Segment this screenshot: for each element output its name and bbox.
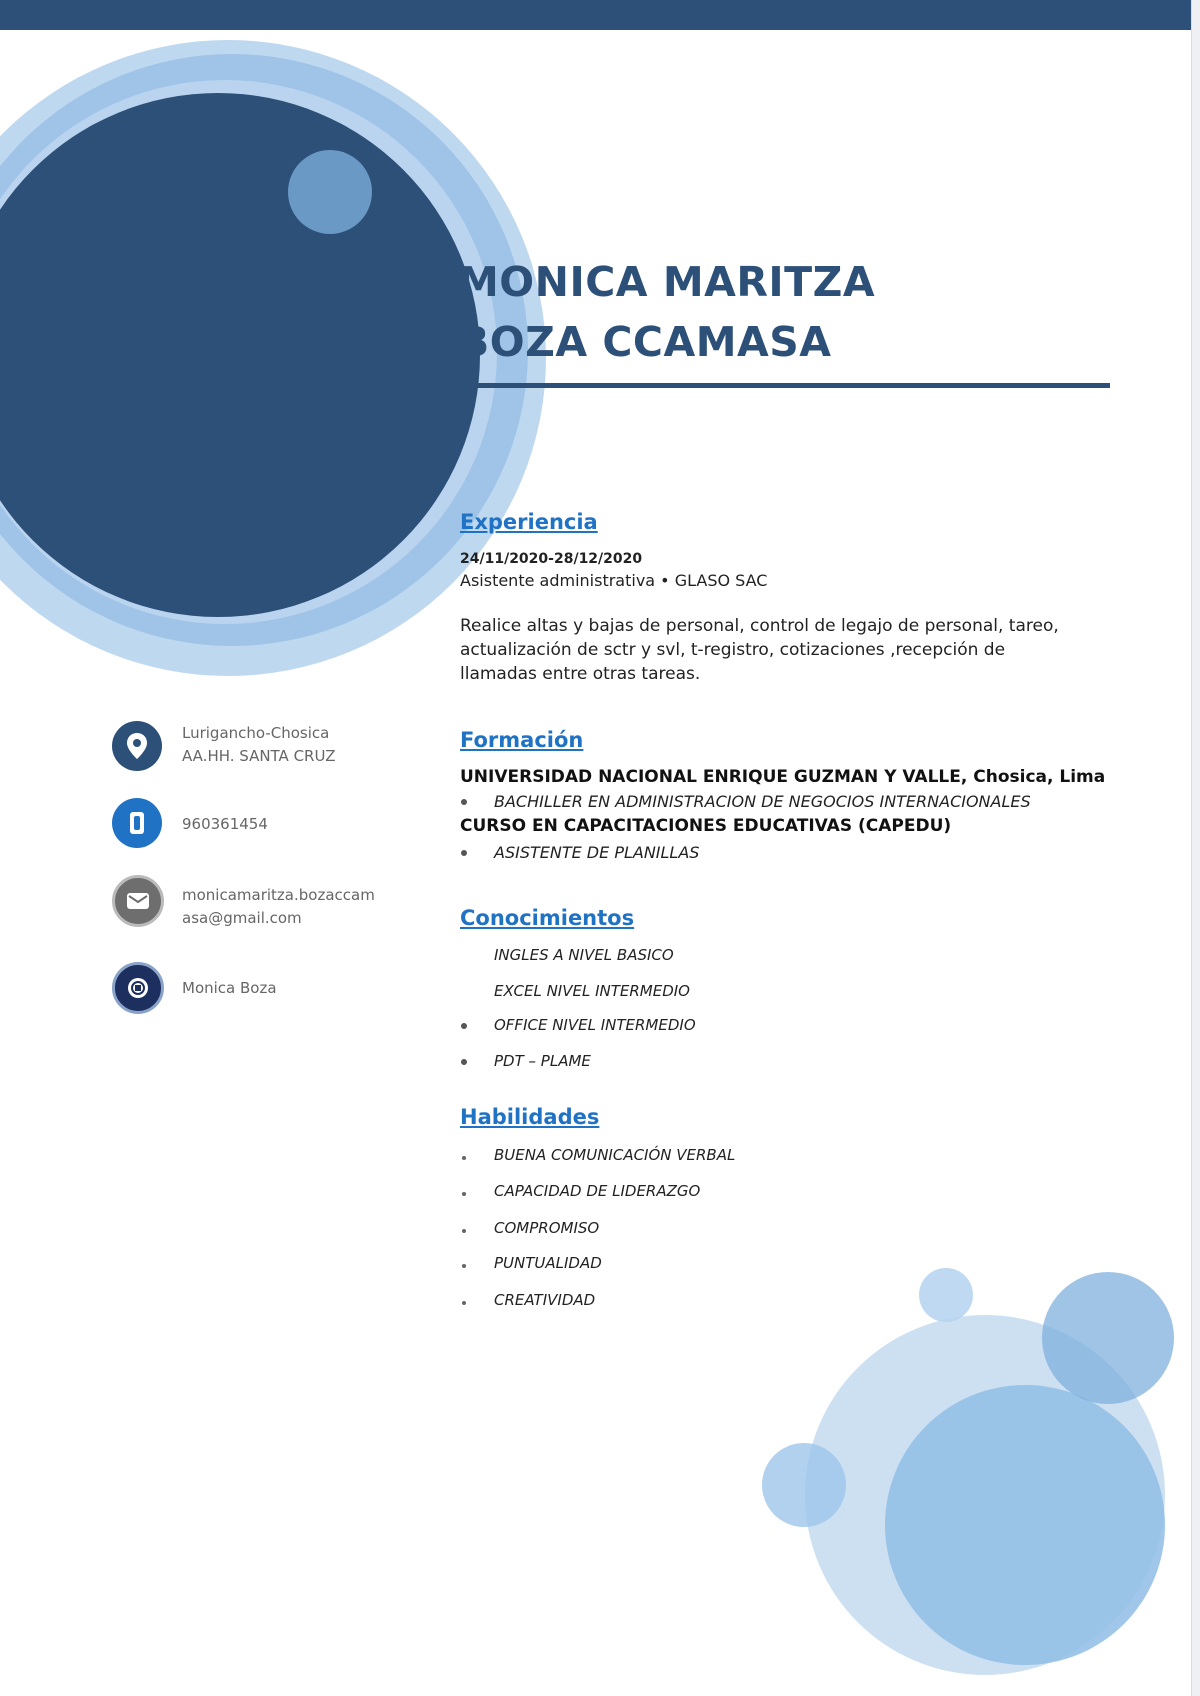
address-line-2: AA.HH. SANTA CRUZ (182, 747, 336, 765)
bullet-icon (462, 1156, 466, 1160)
bullet-icon (461, 850, 467, 856)
skill-item: COMPROMISO (494, 1219, 600, 1237)
profile-icon (112, 962, 164, 1014)
bullet-icon (462, 1192, 466, 1196)
phone-icon (112, 798, 162, 848)
name-underline (457, 383, 1110, 388)
bullet-icon (461, 1059, 467, 1065)
address-line-1: Lurigancho-Chosica (182, 724, 330, 742)
education-institution-2: CURSO EN CAPACITACIONES EDUCATIVAS (CAPEDU) (460, 816, 952, 836)
education-detail-1: BACHILLER EN ADMINISTRACION DE NEGOCIOS INTERNACIONALES (494, 792, 1031, 811)
bullet-icon (462, 1301, 466, 1305)
bullet-icon (462, 1229, 466, 1233)
phone-number: 960361454 (182, 815, 268, 833)
knowledge-heading: Conocimientos (460, 906, 635, 930)
experience-description-line-3: llamadas entre otras tareas. (460, 664, 701, 684)
skill-item: CREATIVIDAD (494, 1291, 596, 1309)
email-icon (112, 875, 164, 927)
experience-dates: 24/11/2020-28/12/2020 (460, 551, 643, 567)
skill-item: BUENA COMUNICACIÓN VERBAL (494, 1146, 736, 1164)
bullet-icon (461, 1023, 467, 1029)
deco-circle-br-main (885, 1385, 1165, 1665)
email-line-1: monicamaritza.bozaccam (182, 886, 375, 904)
education-institution-1: UNIVERSIDAD NACIONAL ENRIQUE GUZMAN Y VALLE, Chosica, Lima (460, 767, 1106, 787)
knowledge-item: OFFICE NIVEL INTERMEDIO (494, 1016, 696, 1034)
knowledge-item: PDT – PLAME (494, 1052, 591, 1070)
bullet-icon (462, 1264, 466, 1268)
name-line-2: BOZA CCAMASA (458, 318, 832, 366)
education-detail-2: ASISTENTE DE PLANILLAS (494, 843, 700, 862)
skill-item: PUNTUALIDAD (494, 1254, 602, 1272)
deco-circle-small-top (288, 150, 372, 234)
page-edge (1191, 0, 1200, 1696)
education-heading: Formación (460, 728, 584, 752)
knowledge-item: EXCEL NIVEL INTERMEDIO (494, 982, 690, 1000)
email-line-2: asa@gmail.com (182, 909, 302, 927)
skill-item: CAPACIDAD DE LIDERAZGO (494, 1182, 701, 1200)
deco-circle-br-tiny (919, 1268, 973, 1322)
skills-heading: Habilidades (460, 1105, 600, 1129)
name-line-1: MONICA MARITZA (458, 258, 876, 306)
deco-circle-br-left (762, 1443, 846, 1527)
location-pin-icon (112, 721, 162, 771)
experience-description-line-2: actualización de sctr y svl, t-registro, cotizaciones ,recepción de (460, 640, 1006, 660)
deco-circle-br-top (1042, 1272, 1174, 1404)
bullet-icon (461, 799, 467, 805)
experience-job: Asistente administrativa • GLASO SAC (460, 571, 768, 590)
candidate-name (458, 252, 875, 372)
knowledge-item: INGLES A NIVEL BASICO (494, 946, 674, 964)
experience-description-line-1: Realice altas y bajas de personal, control de legajo de personal, tareo, (460, 616, 1059, 636)
social-name: Monica Boza (182, 979, 277, 997)
experience-heading: Experiencia (460, 510, 598, 534)
